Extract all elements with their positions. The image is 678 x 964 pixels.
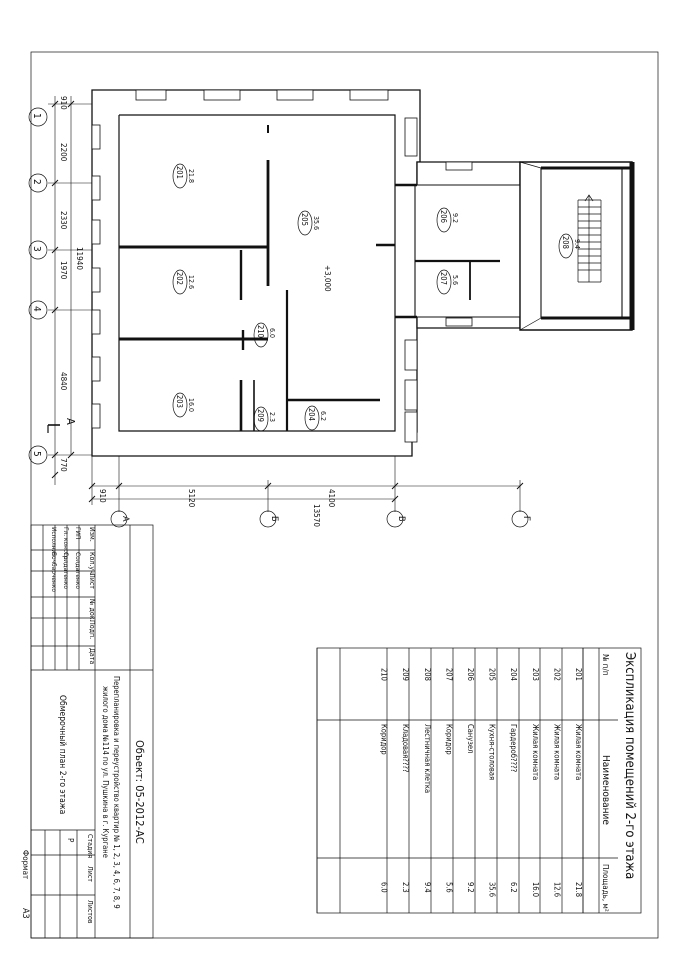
axis-label-letter: В bbox=[396, 516, 406, 522]
project-description-2: жилого дома №114 по ул. Пушкина в г. Кургане bbox=[101, 686, 110, 858]
room-number: 204 bbox=[307, 408, 316, 421]
table-cell-num: 203 bbox=[530, 668, 540, 681]
stamp-signer: Бочбарченко bbox=[50, 552, 58, 592]
stamp-header-cell: Лист bbox=[88, 573, 96, 589]
format-label: Формат bbox=[21, 850, 30, 880]
axis-bubbles-numeric bbox=[29, 108, 47, 464]
axis-label-2: 2 bbox=[31, 179, 42, 185]
axis-label-letter: Г bbox=[521, 516, 531, 521]
table-cell-name: Жилая комната bbox=[552, 724, 562, 781]
table-cell-name: Коридор bbox=[379, 724, 389, 755]
room-number: 206 bbox=[439, 210, 448, 223]
col-header-num: № п/п bbox=[601, 654, 610, 676]
sheets-label: Листов bbox=[86, 900, 94, 924]
dimension-label: 910 bbox=[59, 96, 68, 110]
table-cell-name: Гардероб???? bbox=[509, 724, 519, 773]
room-area: 12.6 bbox=[187, 275, 195, 290]
table-cell-area: 6.2 bbox=[509, 882, 519, 893]
axis-label-5: 5 bbox=[31, 451, 42, 457]
axis-label-4: 4 bbox=[31, 306, 42, 312]
project-description: Перепланировка и переустройство квартир № 1, 2, 3, 4, 6, 7, 8, 9 bbox=[112, 676, 121, 909]
axis-label-letter: А bbox=[120, 516, 130, 522]
table-cell-num: 206 bbox=[466, 668, 475, 681]
elevation-mark: +3,000 bbox=[323, 265, 332, 292]
floor-plan bbox=[48, 90, 632, 512]
stamp-signer: Солдатенко bbox=[62, 552, 70, 589]
section-mark bbox=[48, 418, 77, 433]
table-cell-name: Коридор bbox=[444, 724, 454, 755]
dimension-label: 5120 bbox=[187, 489, 196, 508]
table-cell-name: Жилая комната bbox=[530, 724, 540, 781]
table-cell-area: 5.6 bbox=[444, 882, 454, 893]
room-number: 205 bbox=[300, 213, 309, 226]
room-area: 2.3 bbox=[268, 412, 276, 423]
dimension-label: 2330 bbox=[59, 211, 68, 230]
table-cell-num: 210 bbox=[379, 668, 389, 681]
stamp-role: ГИП bbox=[74, 527, 82, 540]
table-cell-area: 21.8 bbox=[574, 882, 583, 898]
table-cell-area: 2.3 bbox=[401, 882, 411, 893]
dimension-label: 770 bbox=[59, 458, 68, 472]
room-area: 21.8 bbox=[187, 169, 195, 184]
table-cell-name: Санузел bbox=[466, 724, 475, 754]
table-cell-name: Лестничная клетка bbox=[422, 724, 432, 794]
stamp-signer: Солдатенко bbox=[74, 552, 82, 589]
table-cell-num: 202 bbox=[552, 668, 562, 681]
room-number: 203 bbox=[175, 395, 184, 408]
table-cell-num: 205 bbox=[487, 668, 497, 681]
table-cell-area: 9.4 bbox=[422, 882, 432, 893]
room-area: 6.0 bbox=[268, 328, 276, 339]
stamp-role: Исполнит. bbox=[50, 527, 58, 559]
room-area: 6.2 bbox=[319, 411, 327, 422]
stage-label: Стадия bbox=[86, 834, 94, 859]
table-cell-num: 209 bbox=[401, 668, 411, 681]
table-cell-area: 6.0 bbox=[379, 882, 389, 893]
dimension-label: 1970 bbox=[59, 261, 68, 280]
room-area: 9.4 bbox=[573, 239, 581, 250]
sheet-label: Лист bbox=[86, 866, 94, 882]
title-block bbox=[20, 525, 153, 938]
dimension-overall-vertical: 11940 bbox=[75, 247, 84, 270]
room-area: 35.6 bbox=[312, 216, 320, 231]
dimension-label: 4100 bbox=[327, 489, 336, 508]
table-cell-name: Кухня-столовая bbox=[487, 724, 497, 781]
table-cell-area: 12.6 bbox=[552, 882, 562, 898]
table-cell-num: 204 bbox=[509, 668, 519, 681]
room-number: 202 bbox=[175, 272, 184, 285]
stamp-header-cell: Кол.уч. bbox=[88, 552, 96, 576]
sheet-title: Обмерочный план 2-го этажа bbox=[57, 695, 67, 815]
dimension-label: 910 bbox=[98, 489, 107, 503]
table-cell-name: Кладовая???? bbox=[401, 724, 411, 773]
table-cell-num: 207 bbox=[444, 668, 454, 681]
room-number: 207 bbox=[439, 272, 448, 285]
table-cell-name: Жилая комната bbox=[574, 724, 583, 781]
section-label: А bbox=[64, 418, 77, 425]
room-number: 201 bbox=[175, 166, 184, 179]
col-header-name: Наименование bbox=[600, 755, 611, 825]
axis-label-letter: Б bbox=[269, 516, 279, 522]
axis-label-1: 1 bbox=[31, 113, 42, 119]
stamp-header-cell: № док. bbox=[88, 599, 96, 622]
stamp-header-cell: Изм. bbox=[88, 527, 96, 542]
dimension-label: 4840 bbox=[59, 372, 68, 391]
room-number: 209 bbox=[256, 409, 265, 422]
stage-value: Р bbox=[66, 838, 75, 843]
dimension-label: 2200 bbox=[59, 143, 68, 162]
stamp-header-cell: Подп. bbox=[88, 620, 96, 640]
dimension-overall-horizontal: 13570 bbox=[312, 504, 321, 527]
explication-title: Экспликация помещений 2-го этажа bbox=[622, 652, 637, 880]
room-number: 210 bbox=[256, 325, 265, 338]
table-cell-num: 208 bbox=[422, 668, 432, 681]
format-value: А3 bbox=[20, 908, 30, 919]
room-number: 208 bbox=[561, 236, 570, 249]
table-cell-num: 201 bbox=[574, 668, 583, 681]
col-header-area: Площадь, м² bbox=[601, 864, 610, 912]
table-cell-area: 16.0 bbox=[530, 882, 540, 898]
room-area: 5.6 bbox=[451, 275, 459, 286]
table-cell-area: 9.2 bbox=[466, 882, 475, 893]
room-area: 9.2 bbox=[451, 213, 459, 224]
explication-table bbox=[317, 648, 641, 913]
project-code: Объект: 05-2012-АС bbox=[133, 740, 146, 844]
table-cell-area: 35.6 bbox=[487, 882, 497, 898]
stamp-header-cell: Дата bbox=[88, 648, 96, 665]
axis-label-3: 3 bbox=[31, 246, 42, 252]
room-area: 16.0 bbox=[187, 398, 195, 413]
stamp-role: Гл. констр. bbox=[62, 527, 70, 562]
